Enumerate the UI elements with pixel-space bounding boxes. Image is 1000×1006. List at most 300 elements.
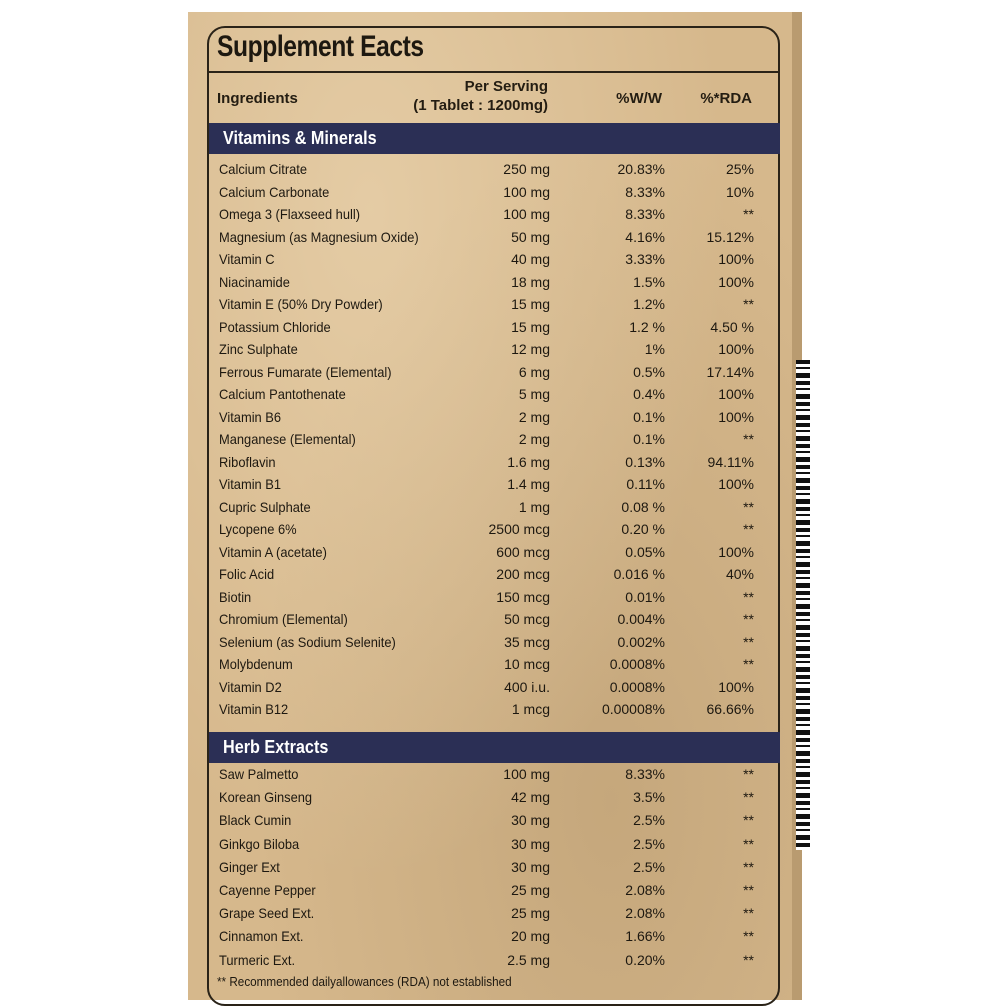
table-row xyxy=(0,833,1000,856)
footnote: ** Recommended dailyallowances (RDA) not established xyxy=(217,974,512,989)
per-serving-amount xyxy=(455,541,550,564)
percent-rda xyxy=(690,496,754,519)
percent-rda-text: ** xyxy=(743,588,754,605)
percent-ww-text: 0.08 % xyxy=(621,498,665,515)
percent-ww xyxy=(575,338,665,361)
percent-ww xyxy=(575,226,665,249)
percent-rda-text: ** xyxy=(743,611,754,627)
percent-rda xyxy=(690,316,754,339)
percent-ww xyxy=(575,203,665,226)
percent-rda xyxy=(690,541,754,564)
percent-rda xyxy=(690,361,754,384)
table-row xyxy=(0,518,1000,541)
ingredient-name xyxy=(219,181,479,204)
ingredient-name xyxy=(219,563,479,586)
percent-rda-text: 17.14% xyxy=(706,363,754,380)
table-row xyxy=(0,428,1000,451)
percent-rda xyxy=(690,158,754,181)
percent-rda xyxy=(690,406,754,429)
percent-rda xyxy=(690,586,754,609)
percent-rda xyxy=(690,428,754,451)
percent-ww xyxy=(575,406,665,429)
ingredient-name xyxy=(219,925,479,948)
per-serving-amount-text: 30 mg xyxy=(511,812,550,829)
per-serving-amount-text: 42 mg xyxy=(511,789,550,806)
percent-ww-text: 0.01% xyxy=(625,588,665,605)
table-row xyxy=(0,496,1000,519)
per-serving-amount-text: 100 mg xyxy=(503,766,550,782)
percent-ww xyxy=(575,248,665,271)
table-row xyxy=(0,203,1000,226)
per-serving-amount-text: 10 mcg xyxy=(504,656,550,672)
percent-ww xyxy=(575,451,665,474)
percent-ww-text: 1% xyxy=(644,341,665,357)
ingredient-name-text: Cupric Sulphate xyxy=(219,498,311,515)
ingredient-name xyxy=(219,496,479,519)
table-row xyxy=(0,631,1000,654)
header-ingredients: Ingredients xyxy=(217,90,298,107)
percent-rda xyxy=(690,676,754,699)
per-serving-amount xyxy=(455,676,550,699)
per-serving-amount xyxy=(455,925,550,948)
percent-rda-text: 66.66% xyxy=(706,701,754,717)
per-serving-amount-text: 100 mg xyxy=(503,206,550,222)
header-rda: %*RDA xyxy=(700,90,752,107)
percent-rda xyxy=(690,473,754,496)
per-serving-amount-text: 20 mg xyxy=(511,928,550,945)
percent-ww-text: 3.5% xyxy=(633,789,665,806)
per-serving-amount-text: 15 mg xyxy=(511,296,550,312)
percent-rda-text: 100% xyxy=(718,251,754,267)
percent-ww xyxy=(575,518,665,541)
table-row xyxy=(0,248,1000,271)
per-serving-amount xyxy=(455,473,550,496)
per-serving-amount xyxy=(455,902,550,925)
ingredient-name-text: Black Cumin xyxy=(219,812,292,829)
per-serving-amount xyxy=(455,316,550,339)
percent-ww xyxy=(575,833,665,856)
percent-ww xyxy=(575,809,665,832)
per-serving-amount xyxy=(455,763,550,786)
ingredient-name xyxy=(219,653,479,676)
percent-ww-text: 0.00008% xyxy=(601,701,665,717)
percent-rda xyxy=(690,809,754,832)
per-serving-amount xyxy=(455,181,550,204)
per-serving-amount xyxy=(455,158,550,181)
percent-ww xyxy=(575,925,665,948)
per-serving-amount xyxy=(455,586,550,609)
percent-ww-text: 20.83% xyxy=(617,161,665,177)
header-per-serving-line1: Per Serving xyxy=(464,78,548,95)
percent-ww-text: 0.5% xyxy=(633,363,665,380)
percent-ww-text: 0.004% xyxy=(617,611,665,627)
percent-ww-text: 1.2 % xyxy=(629,318,665,335)
per-serving-amount xyxy=(455,563,550,586)
percent-ww xyxy=(575,181,665,204)
ingredient-name xyxy=(219,856,479,879)
percent-rda-text: ** xyxy=(743,858,754,875)
ingredient-name-text: Calcium Citrate xyxy=(219,161,308,177)
per-serving-amount xyxy=(455,786,550,809)
ingredient-name-text: Calcium Pantothenate xyxy=(219,386,346,402)
ingredient-name xyxy=(219,338,479,361)
percent-rda-text: ** xyxy=(743,905,754,922)
ingredient-name-text: Vitamin A (acetate) xyxy=(219,543,327,560)
percent-rda-text: 100% xyxy=(718,678,754,695)
ingredient-name-text: Manganese (Elemental) xyxy=(219,431,356,447)
ingredient-name xyxy=(219,316,479,339)
table-row xyxy=(0,406,1000,429)
percent-rda xyxy=(690,271,754,294)
ingredient-name xyxy=(219,786,479,809)
table-row xyxy=(0,451,1000,474)
percent-rda-text: ** xyxy=(743,812,754,829)
percent-ww-text: 2.5% xyxy=(633,812,665,829)
percent-rda-text: ** xyxy=(743,928,754,945)
table-row xyxy=(0,879,1000,902)
percent-ww-text: 2.5% xyxy=(633,835,665,852)
percent-ww xyxy=(575,496,665,519)
percent-rda xyxy=(690,786,754,809)
percent-rda xyxy=(690,338,754,361)
percent-rda-text: 100% xyxy=(718,386,754,402)
percent-ww xyxy=(575,902,665,925)
percent-ww xyxy=(575,949,665,972)
table-row xyxy=(0,856,1000,879)
ingredient-name-text: Zinc Sulphate xyxy=(219,341,298,357)
header-per-serving-line2: (1 Tablet : 1200mg) xyxy=(413,97,548,114)
table-row xyxy=(0,541,1000,564)
header-per-serving xyxy=(400,77,548,115)
ingredient-name xyxy=(219,541,479,564)
ingredient-name-text: Niacinamide xyxy=(219,273,290,290)
percent-rda xyxy=(690,203,754,226)
ingredient-name-text: Ginger Ext xyxy=(219,858,280,875)
percent-ww-text: 8.33% xyxy=(625,206,665,222)
percent-rda xyxy=(690,949,754,972)
per-serving-amount-text: 2500 mcg xyxy=(488,521,550,537)
percent-rda xyxy=(690,698,754,721)
table-row xyxy=(0,653,1000,676)
ingredient-name xyxy=(219,949,479,972)
panel-title: Supplement Eacts xyxy=(217,30,424,63)
percent-ww-text: 0.1% xyxy=(633,408,665,425)
per-serving-amount xyxy=(455,496,550,519)
percent-rda xyxy=(690,248,754,271)
ingredient-name xyxy=(219,406,479,429)
table-row xyxy=(0,809,1000,832)
percent-ww-text: 0.20% xyxy=(625,951,665,968)
ingredient-name-text: Cayenne Pepper xyxy=(219,881,316,898)
table-row xyxy=(0,698,1000,721)
percent-ww-text: 4.16% xyxy=(625,228,665,245)
percent-ww-text: 1.66% xyxy=(625,928,665,945)
percent-rda xyxy=(690,563,754,586)
table-row xyxy=(0,925,1000,948)
percent-ww xyxy=(575,473,665,496)
ingredient-name xyxy=(219,676,479,699)
ingredient-name-text: Grape Seed Ext. xyxy=(219,905,315,922)
per-serving-amount xyxy=(455,608,550,631)
percent-rda-text: ** xyxy=(743,835,754,852)
percent-rda-text: ** xyxy=(743,206,754,222)
ingredient-name-text: Saw Palmetto xyxy=(219,766,299,782)
percent-ww xyxy=(575,856,665,879)
percent-ww xyxy=(575,653,665,676)
percent-rda-text: ** xyxy=(743,521,754,537)
ingredient-name-text: Chromium (Elemental) xyxy=(219,611,348,627)
per-serving-amount-text: 15 mg xyxy=(511,318,550,335)
per-serving-amount-text: 1 mg xyxy=(518,498,550,515)
ingredient-name-text: Potassium Chloride xyxy=(219,318,331,335)
per-serving-amount-text: 200 mcg xyxy=(496,566,550,582)
ingredient-name-text: Korean Ginseng xyxy=(219,789,313,806)
ingredient-name xyxy=(219,879,479,902)
percent-ww xyxy=(575,361,665,384)
per-serving-amount-text: 6 mg xyxy=(518,363,550,380)
per-serving-amount xyxy=(455,203,550,226)
percent-rda-text: ** xyxy=(743,951,754,968)
ingredient-name xyxy=(219,451,479,474)
per-serving-amount-text: 1.6 mg xyxy=(507,453,550,470)
percent-ww-text: 0.0008% xyxy=(609,678,665,695)
percent-rda xyxy=(690,518,754,541)
table-row xyxy=(0,383,1000,406)
percent-ww xyxy=(575,698,665,721)
per-serving-amount xyxy=(455,338,550,361)
ingredient-name xyxy=(219,361,479,384)
table-row xyxy=(0,949,1000,972)
table-row xyxy=(0,563,1000,586)
ingredient-name xyxy=(219,293,479,316)
per-serving-amount xyxy=(455,833,550,856)
ingredient-name-text: Turmeric Ext. xyxy=(219,951,296,968)
per-serving-amount xyxy=(455,383,550,406)
table-row xyxy=(0,158,1000,181)
ingredient-name xyxy=(219,383,479,406)
per-serving-amount xyxy=(455,293,550,316)
ingredient-name-text: Vitamin D2 xyxy=(219,678,282,695)
ingredient-name-text: Molybdenum xyxy=(219,656,293,672)
per-serving-amount xyxy=(455,653,550,676)
per-serving-amount-text: 40 mg xyxy=(511,251,550,267)
ingredient-name xyxy=(219,902,479,925)
percent-rda xyxy=(690,925,754,948)
ingredient-name xyxy=(219,518,479,541)
per-serving-amount xyxy=(455,226,550,249)
per-serving-amount-text: 30 mg xyxy=(511,835,550,852)
percent-rda-text: 100% xyxy=(718,408,754,425)
percent-ww xyxy=(575,563,665,586)
percent-ww-text: 3.33% xyxy=(625,251,665,267)
section-herb-extracts xyxy=(209,732,780,763)
per-serving-amount-text: 25 mg xyxy=(511,905,550,922)
per-serving-amount-text: 35 mcg xyxy=(504,633,550,650)
percent-ww xyxy=(575,383,665,406)
ingredient-name-text: Magnesium (as Magnesium Oxide) xyxy=(219,228,419,245)
percent-ww xyxy=(575,541,665,564)
per-serving-amount xyxy=(455,406,550,429)
percent-rda-text: 40% xyxy=(725,566,754,582)
percent-ww-text: 1.5% xyxy=(633,273,665,290)
table-row xyxy=(0,763,1000,786)
per-serving-amount xyxy=(455,879,550,902)
per-serving-amount xyxy=(455,451,550,474)
ingredient-name-text: Calcium Carbonate xyxy=(219,183,330,200)
percent-rda-text: ** xyxy=(743,789,754,806)
header-ww: %W/W xyxy=(616,90,662,107)
section-vitamins-label: Vitamins & Minerals xyxy=(223,128,377,148)
table-row xyxy=(0,293,1000,316)
percent-rda-text: ** xyxy=(743,431,754,447)
ingredient-name xyxy=(219,809,479,832)
percent-rda xyxy=(690,879,754,902)
percent-rda-text: 94.11% xyxy=(707,453,754,470)
percent-rda xyxy=(690,631,754,654)
table-row xyxy=(0,586,1000,609)
percent-rda xyxy=(690,451,754,474)
per-serving-amount-text: 25 mg xyxy=(511,881,550,898)
percent-rda-text: 100% xyxy=(718,341,754,357)
per-serving-amount xyxy=(455,428,550,451)
per-serving-amount-text: 2 mg xyxy=(518,408,550,425)
percent-ww-text: 0.4% xyxy=(633,386,665,402)
ingredient-name-text: Biotin xyxy=(219,588,252,605)
percent-rda-text: 25% xyxy=(725,161,754,177)
percent-ww xyxy=(575,608,665,631)
percent-rda xyxy=(690,763,754,786)
ingredient-name xyxy=(219,226,479,249)
per-serving-amount xyxy=(455,361,550,384)
ingredient-name-text: Selenium (as Sodium Selenite) xyxy=(219,633,396,650)
percent-ww-text: 0.20 % xyxy=(621,521,665,537)
vitamins-table xyxy=(0,158,1000,721)
per-serving-amount-text: 1.4 mg xyxy=(507,476,550,492)
percent-rda-text: ** xyxy=(743,766,754,782)
percent-rda-text: 4.50 % xyxy=(710,318,754,335)
ingredient-name xyxy=(219,158,479,181)
table-row xyxy=(0,271,1000,294)
percent-rda xyxy=(690,902,754,925)
percent-rda xyxy=(690,856,754,879)
section-herbs-label: Herb Extracts xyxy=(223,737,329,757)
percent-rda-text: ** xyxy=(743,498,754,515)
per-serving-amount xyxy=(455,271,550,294)
percent-ww-text: 8.33% xyxy=(625,183,665,200)
percent-ww-text: 0.0008% xyxy=(609,656,665,672)
percent-ww xyxy=(575,676,665,699)
percent-rda-text: 10% xyxy=(725,183,754,200)
per-serving-amount-text: 18 mg xyxy=(511,273,550,290)
percent-ww-text: 8.33% xyxy=(625,766,665,782)
per-serving-amount xyxy=(455,518,550,541)
per-serving-amount-text: 150 mcg xyxy=(496,588,550,605)
herbs-table xyxy=(0,763,1000,972)
ingredient-name xyxy=(219,631,479,654)
ingredient-name xyxy=(219,763,479,786)
ingredient-name-text: Cinnamon Ext. xyxy=(219,928,304,945)
table-row xyxy=(0,226,1000,249)
ingredient-name-text: Vitamin E (50% Dry Powder) xyxy=(219,296,383,312)
percent-ww-text: 0.05% xyxy=(625,543,665,560)
per-serving-amount-text: 400 i.u. xyxy=(504,678,550,695)
percent-ww xyxy=(575,879,665,902)
percent-rda-text: ** xyxy=(743,656,754,672)
percent-ww xyxy=(575,631,665,654)
percent-ww xyxy=(575,763,665,786)
percent-rda xyxy=(690,293,754,316)
percent-ww-text: 1.2% xyxy=(633,296,665,312)
per-serving-amount xyxy=(455,631,550,654)
percent-rda xyxy=(690,608,754,631)
table-row xyxy=(0,902,1000,925)
table-row xyxy=(0,786,1000,809)
ingredient-name-text: Folic Acid xyxy=(219,566,275,582)
ingredient-name-text: Lycopene 6% xyxy=(219,521,297,537)
percent-rda xyxy=(690,653,754,676)
ingredient-name xyxy=(219,608,479,631)
ingredient-name-text: Vitamin C xyxy=(219,251,275,267)
percent-ww xyxy=(575,586,665,609)
percent-ww-text: 0.11% xyxy=(626,476,665,492)
per-serving-amount xyxy=(455,949,550,972)
per-serving-amount-text: 100 mg xyxy=(503,183,550,200)
percent-rda-text: 15.12% xyxy=(706,228,754,245)
per-serving-amount-text: 2.5 mg xyxy=(507,951,550,968)
percent-ww xyxy=(575,316,665,339)
per-serving-amount-text: 1 mcg xyxy=(511,701,550,717)
percent-ww-text: 0.1% xyxy=(633,431,665,447)
table-row xyxy=(0,361,1000,384)
title-divider xyxy=(209,71,778,73)
ingredient-name xyxy=(219,698,479,721)
per-serving-amount xyxy=(455,698,550,721)
percent-rda-text: ** xyxy=(743,881,754,898)
table-row xyxy=(0,316,1000,339)
per-serving-amount xyxy=(455,856,550,879)
ingredient-name xyxy=(219,833,479,856)
table-row xyxy=(0,676,1000,699)
percent-ww-text: 0.13% xyxy=(625,453,665,470)
ingredient-name-text: Omega 3 (Flaxseed hull) xyxy=(219,206,361,222)
percent-ww-text: 0.002% xyxy=(617,633,665,650)
ingredient-name xyxy=(219,473,479,496)
percent-rda-text: 100% xyxy=(718,273,754,290)
ingredient-name xyxy=(219,586,479,609)
per-serving-amount-text: 12 mg xyxy=(511,341,550,357)
per-serving-amount-text: 250 mg xyxy=(503,161,550,177)
table-row xyxy=(0,181,1000,204)
ingredient-name-text: Ginkgo Biloba xyxy=(219,835,300,852)
percent-rda xyxy=(690,833,754,856)
percent-rda-text: 100% xyxy=(718,543,754,560)
per-serving-amount-text: 5 mg xyxy=(518,386,550,402)
per-serving-amount-text: 600 mcg xyxy=(496,543,550,560)
per-serving-amount-text: 50 mcg xyxy=(504,611,550,627)
table-row xyxy=(0,608,1000,631)
percent-ww xyxy=(575,786,665,809)
per-serving-amount-text: 50 mg xyxy=(511,228,550,245)
ingredient-name-text: Vitamin B12 xyxy=(219,701,289,717)
per-serving-amount xyxy=(455,809,550,832)
percent-rda-text: ** xyxy=(743,296,754,312)
percent-rda xyxy=(690,181,754,204)
per-serving-amount-text: 2 mg xyxy=(518,431,550,447)
percent-ww-text: 2.5% xyxy=(633,858,665,875)
ingredient-name xyxy=(219,271,479,294)
ingredient-name xyxy=(219,428,479,451)
ingredient-name-text: Riboflavin xyxy=(219,453,276,470)
